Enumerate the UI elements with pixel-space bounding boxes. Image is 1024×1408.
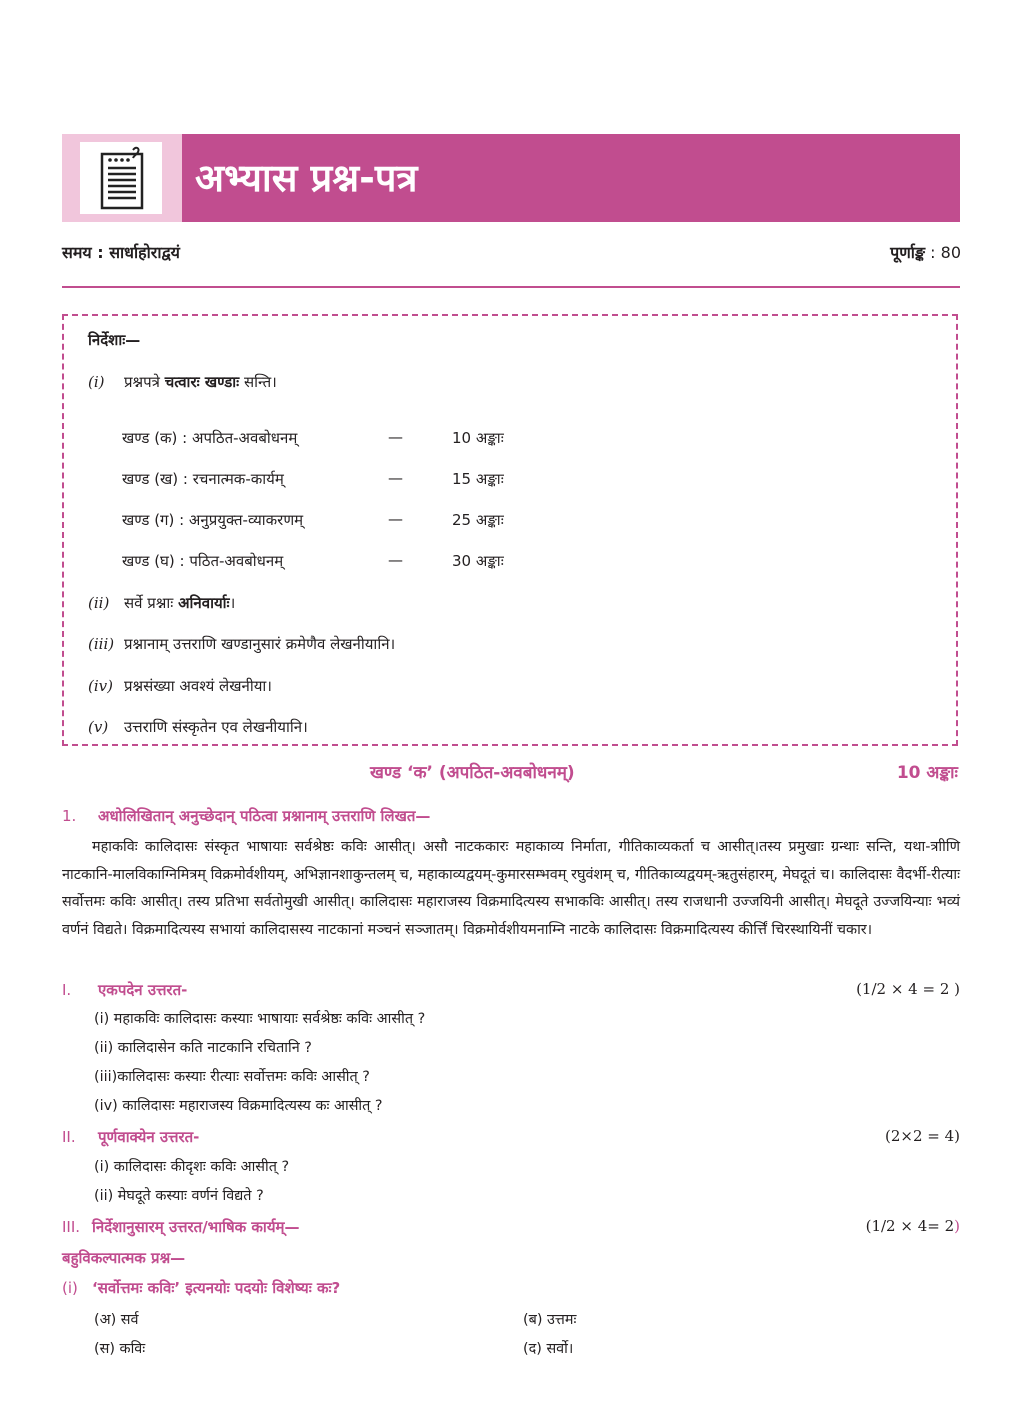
instruction-text: सन्ति। [239,373,277,391]
question-item: (iii)कालिदासः कस्याः रीत्याः सर्वोत्तमः कविः आसीत् ? [94,1069,370,1085]
time-label: समय : सार्धाहोराद्वयं [62,243,180,262]
question-item: (i) कालिदासः कीदृशः कविः आसीत् ? [94,1159,290,1175]
instruction-text: सर्वे प्रश्नाः [124,594,179,612]
marks-label: पूर्णाङ्क [890,243,926,262]
section-heading: खण्ड ‘क’ (अपठित-अवबोधनम्) [370,763,575,783]
instruction-text: प्रश्नपत्रे [124,373,165,391]
mcq-option: (द) सर्वो। [523,1341,574,1357]
section-marks: 30 अङ्काः [452,552,504,570]
mcq-option: (अ) सर्व [94,1312,139,1328]
instruction-i [88,372,277,392]
section-row: खण्ड (ग) : अनुप्रयुक्त-व्याकरणम् [122,511,304,529]
part-marks-paren: ) [954,1217,960,1235]
question-item: (i) महाकविः कालिदासः कस्याः भाषायाः सर्वश्रेष्ठः कविः आसीत् ? [94,1011,426,1027]
instructions-heading: निर्देशाः— [88,331,141,349]
instruction-ii [88,593,235,613]
page-title: अभ्यास प्रश्न-पत्र [195,156,418,200]
divider [62,286,960,288]
part-heading [62,1127,199,1147]
icon-box [80,142,162,214]
part-number: I. [62,981,72,999]
section-dash: — [388,510,403,528]
question-item: (ii) कालिदासेन कति नाटकानि रचितानि ? [94,1040,312,1056]
part-marks: (2×2 = 4) [884,1127,960,1145]
instruction-bold: चत्वारः खण्डाः [164,373,240,391]
section-marks: 15 अङ्काः [452,470,504,488]
part-heading [62,980,187,1000]
instruction-number: (iii) [88,635,115,653]
section-dash: — [388,428,403,446]
section-marks: 10 अङ्काः [896,763,958,783]
part-number: II. [62,1128,76,1146]
passage-text: महाकविः कालिदासः संस्कृत भाषायाः सर्वश्रेष्ठः कविः आसीत्। असौ नाटककारः महाकाव्य निर्माता, गीतिकाव्यकर्ता च आसीत्।तस्य प्रमुखाः ग्रन्थाः सन्ति, यथा-त्राीणि नाटकानि-मालविकाग्निमित्रम् विक्रमोर्वशीयम्, अभिज्ञानशाकुन्तलम् च, महाकाव्यद्वयम्-कुमारसम्भवम् रघुवंशम् च, गीतिकाव्यद्वयम्-ऋतुसंहारम्, मेघदूतं च। कालिदासः वैदर्भी-रीत्याः सर्वोत्तमः कविः आसीत्। तस्य प्रतिभा सर्वतोमुखी आसीत्। कालिदासः महाराजस्य विक्रमादित्यस्य सभाकविः आसीत्। तस्य राजधानी उज्जयिनी आसीत्। मेघदूते उज्जयिन्याः भव्यं वर्णनं विद्यते। विक्रमादित्यस्य सभायां कालिदासस्य नाटकानां मञ्चनं सञ्जातम्। विक्रमोर्वशीयमनाम्नि नाटके कालिदासः विक्रमादित्यस्य कीर्त्तिं चिरस्थायिनीं चकार। [62,839,960,938]
passage [62,834,960,944]
instruction-text: उत्तराणि संस्कृतेन एव लेखनीयानि। [124,718,308,736]
question-number: 1. [62,807,77,825]
part-marks [866,1217,960,1235]
instruction-text: । [229,594,236,612]
marks-value: : 80 [930,243,961,262]
instruction-number: (ii) [88,594,110,612]
section-row: खण्ड (क) : अपठित-अवबोधनम् [122,429,298,447]
instruction-number: (iv) [88,677,113,695]
question-prompt [62,806,430,826]
mcq-question [62,1278,340,1298]
instruction-bold: अनिवार्याः [178,594,230,612]
part-label: एकपदेन उत्तरत- [98,981,188,999]
part-label: पूर्णवाक्येन उत्तरत- [98,1128,200,1146]
part-label: निर्देशानुसारम् उत्तरत/भाषिक कार्यम्— [92,1218,300,1236]
instruction-text: प्रश्नानाम् उत्तराणि खण्डानुसारं क्रमेणैव लेखनीयानि। [124,635,396,653]
mcq-question-text: ‘सर्वोत्तमः कविः’ इत्यनयोः पदयोः विशेष्यः कः? [92,1279,341,1297]
mcq-heading: बहुविकल्पात्मक प्रश्न— [62,1249,186,1267]
instructions-box [62,314,958,746]
question-item: (iv) कालिदासः महाराजस्य विक्रमादित्यस्य कः आसीत् ? [94,1098,383,1114]
section-row: खण्ड (घ) : पठित-अवबोधनम् [122,552,284,570]
part-number: III. [62,1218,81,1236]
section-marks: 25 अङ्काः [452,511,504,529]
part-heading [62,1217,300,1237]
instruction-iii [88,634,395,654]
section-dash: — [388,551,403,569]
instruction-number: (i) [88,373,105,391]
section-row: खण्ड (ख) : रचनात्मक-कार्यम् [122,470,284,488]
question-item: (ii) मेघदूते कस्याः वर्णनं विद्यते ? [94,1188,264,1204]
section-dash: — [388,469,403,487]
question-text: अधोलिखितान् अनुच्छेदान् पठित्वा प्रश्नानाम् उत्तराणि लिखत— [98,807,431,825]
part-marks: (1/2 × 4 = 2 ) [856,980,960,998]
instruction-text: प्रश्नसंख्या अवश्यं लेखनीया। [124,677,272,695]
instruction-v [88,717,308,737]
mcq-number: (i) [62,1279,78,1297]
document-list-icon [100,146,144,210]
mcq-option: (ब) उत्तमः [523,1312,577,1328]
header-icon-panel [62,134,182,222]
instruction-number: (v) [88,718,109,736]
instruction-iv [88,676,272,696]
mcq-option: (स) कविः [94,1341,146,1357]
section-marks: 10 अङ्काः [452,429,504,447]
total-marks [890,241,961,263]
part-marks-value: (1/2 × 4= 2 [865,1217,955,1235]
